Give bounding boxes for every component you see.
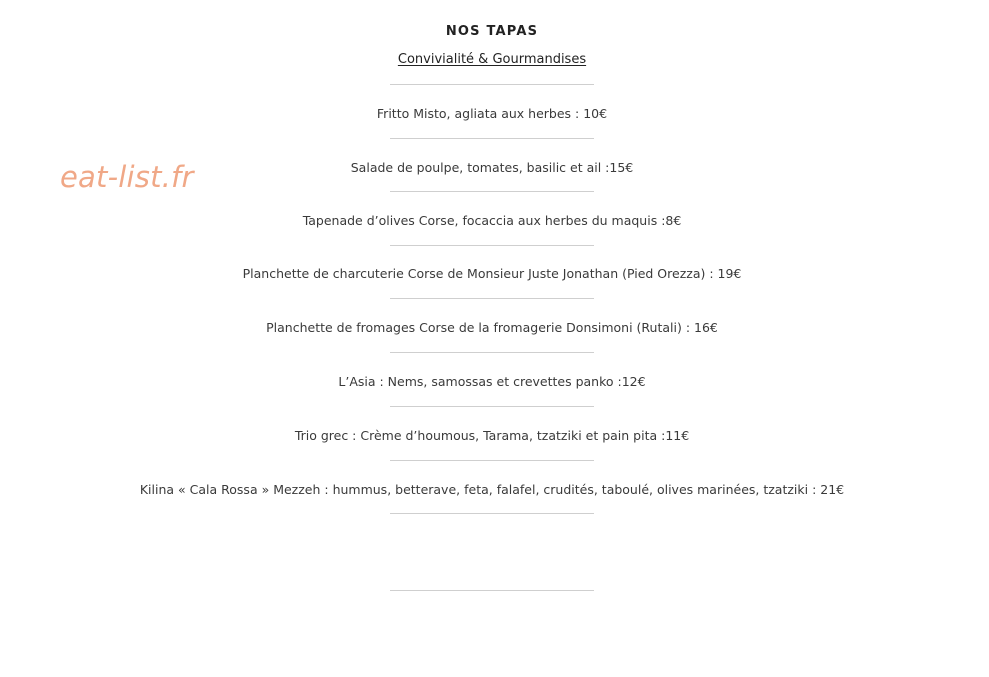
divider xyxy=(390,84,594,85)
menu-item-tapenade: Tapenade d’olives Corse, focaccia aux herbes du maquis :8€ xyxy=(302,213,682,228)
divider xyxy=(390,406,594,407)
divider xyxy=(390,245,594,246)
divider xyxy=(390,138,594,139)
menu-item-asia: L’Asia : Nems, samossas et crevettes panko :12€ xyxy=(338,374,646,389)
divider xyxy=(390,513,594,514)
menu-item-fritto-misto: Fritto Misto, agliata aux herbes : 10€ xyxy=(376,106,608,121)
menu-title: NOS TAPAS xyxy=(445,24,539,39)
divider xyxy=(390,191,594,192)
menu-subtitle: Convivialité & Gourmandises xyxy=(397,52,587,67)
watermark-logo: eat-list.fr xyxy=(60,160,194,194)
divider xyxy=(390,460,594,461)
divider xyxy=(390,298,594,299)
divider xyxy=(390,352,594,353)
divider xyxy=(390,590,594,591)
menu-item-charcuterie: Planchette de charcuterie Corse de Monsieur Juste Jonathan (Pied Orezza) : 19€ xyxy=(242,266,742,281)
menu-item-trio-grec: Trio grec : Crème d’houmous, Tarama, tzatziki et pain pita :11€ xyxy=(294,428,690,443)
menu-item-mezzeh: Kilina « Cala Rossa » Mezzeh : hummus, betterave, feta, falafel, crudités, taboulé, olives marinées, tzatziki : 21€ xyxy=(139,482,845,497)
menu-item-fromages: Planchette de fromages Corse de la fromagerie Donsimoni (Rutali) : 16€ xyxy=(266,320,718,335)
menu-item-salade-poulpe: Salade de poulpe, tomates, basilic et ail :15€ xyxy=(350,160,634,175)
